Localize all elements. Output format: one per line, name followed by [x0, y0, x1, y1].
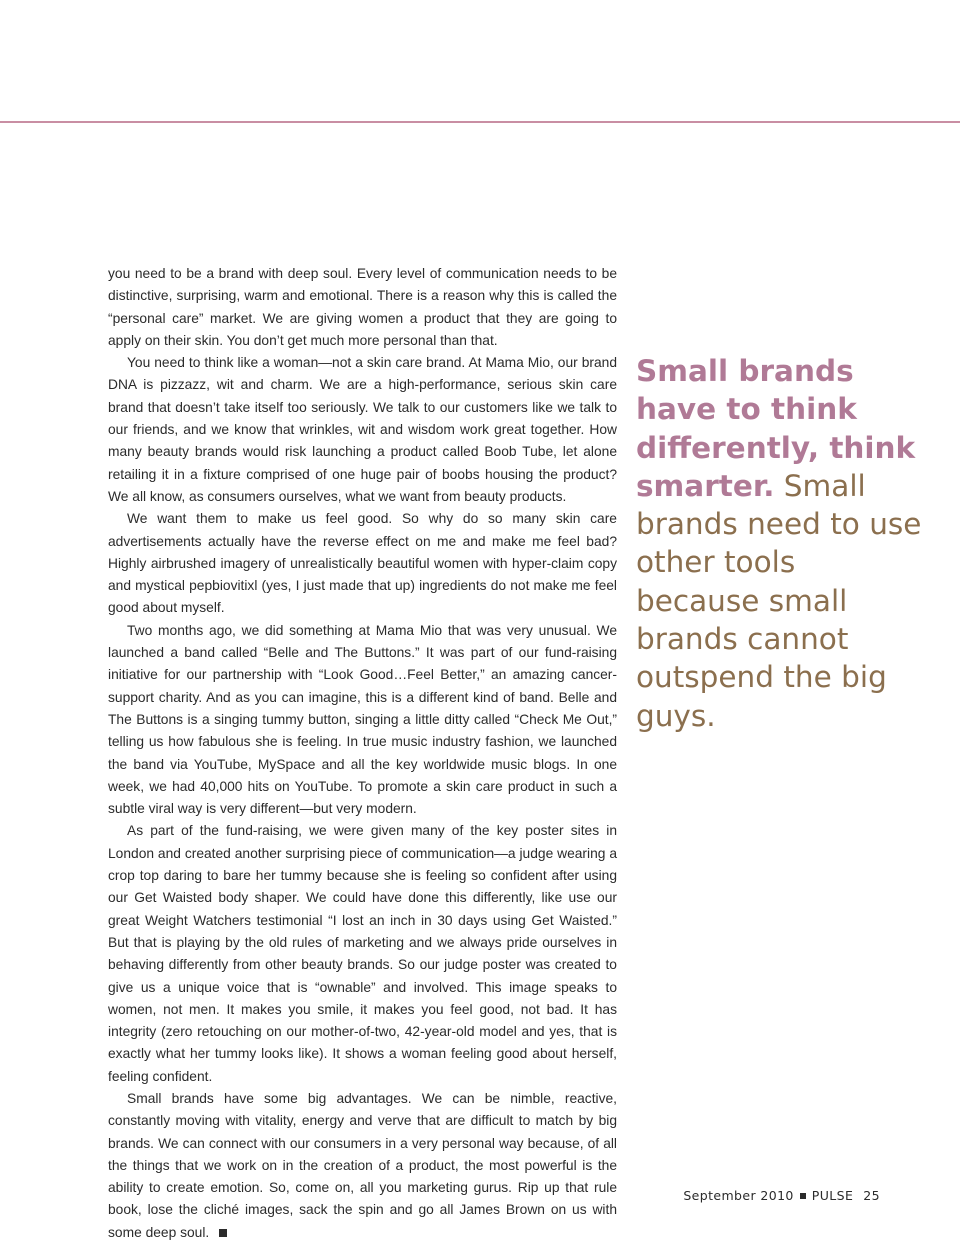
article-paragraph: As part of the fund-raising, we were given many of the key poster sites in London and created another surprising piece of communication—a judge wearing a crop top daring to bare her tummy because she is feeling so confident after using our Get Waisted body shaper. We could have done this differently, like use our great Weight Watchers testimonial “I lost an inch in 30 days using Get Waisted.” But that is playing by the old rules of marketing and we always pride ourselves in behaving differently from other beauty brands. So our judge poster was created to give us a unique voice that is “ownable” and involved. This image speaks to women, not men. It makes you smile, it makes you feel good, not bad. It has integrity (zero retouching on our mother-of-two, 42-year-old model and yes, that is exactly what her tummy looks like). It shows a woman feeling good about herself, feeling confident. [108, 823, 617, 1084]
pull-quote-text: Small brands need to use other tools because small brands cannot outspend the big guys. [636, 468, 922, 733]
issue-date: September 2010 [683, 1188, 794, 1203]
header-rule [0, 121, 960, 123]
page-number: 25 [863, 1188, 880, 1203]
article-body [108, 263, 617, 1244]
article-paragraph: Two months ago, we did something at Mama Mio that was very unusual. We launched a band called “Belle and The Buttons.” It was part of our fund-raising initiative for our partnership with “Look Good…Feel Better,” an amazing cancer-support charity. And as you can imagine, this is a different kind of band. Belle and The Buttons is a singing tummy button, singing a little ditty called “Check Me Out,” telling us how fabulous she is feeling. In true music industry fashion, we launched the band via YouTube, MySpace and all the key worldwide music blogs. In one week, we had 40,000 hits on YouTube. To promote a skin care product in such a subtle viral way is very different—but very modern. [108, 622, 617, 817]
article-paragraph: you need to be a brand with deep soul. Every level of communication needs to be distinctive, surprising, warm and emotional. There is a reason why this is called the “personal care” market. We are giving women a product that they are going to apply on their skin. You don’t get much more personal than that. [108, 266, 617, 348]
end-of-article-mark [219, 1229, 227, 1237]
pull-quote [636, 352, 926, 735]
pull-quote-emphasis: Small brands have to think differently, think smarter. [636, 354, 916, 503]
article-last-paragraph [108, 1088, 617, 1244]
article-paragraph: You need to think like a woman—not a skin care brand. At Mama Mio, our brand DNA is pizzazz, wit and charm. We are a high-performance, serious skin care brand that doesn’t take itself too seriously. We talk to our customers like we talk to our friends, and we know that wrinkles, wit and wisdom work great together. How many beauty brands would risk launching a product called Boob Tube, let alone retailing it in a fixture comprised of one huge pair of boobs housing the product? We all know, as consumers ourselves, what we want from beauty products. [108, 355, 617, 504]
page-footer [683, 1188, 880, 1203]
article-paragraph: We want them to make us feel good. So why do so many skin care advertisements actually have the reverse effect on me and make me feel bad? Highly airbrushed imagery of unrealistically beautiful women with hyper-claim copy and mystical pepbiovitixl (yes, I just made that up) ingredients do not make me feel good about myself. [108, 511, 617, 616]
article-paragraph-text: Small brands have some big advantages. We can be nimble, reactive, constantly moving with vitality, energy and verve that are difficult to match by big brands. We can connect with our consumers in a very personal way because, of all the things that we work on in the creation of a product, the most powerful is the ability to create emotion. So, come on, all you marketing gurus. Rip up that rule book, lose the cliché images, sack the spin and go all James Brown on us with some deep soul. [108, 1090, 617, 1240]
separator-square-icon [800, 1193, 806, 1199]
magazine-name: PULSE [811, 1188, 854, 1203]
